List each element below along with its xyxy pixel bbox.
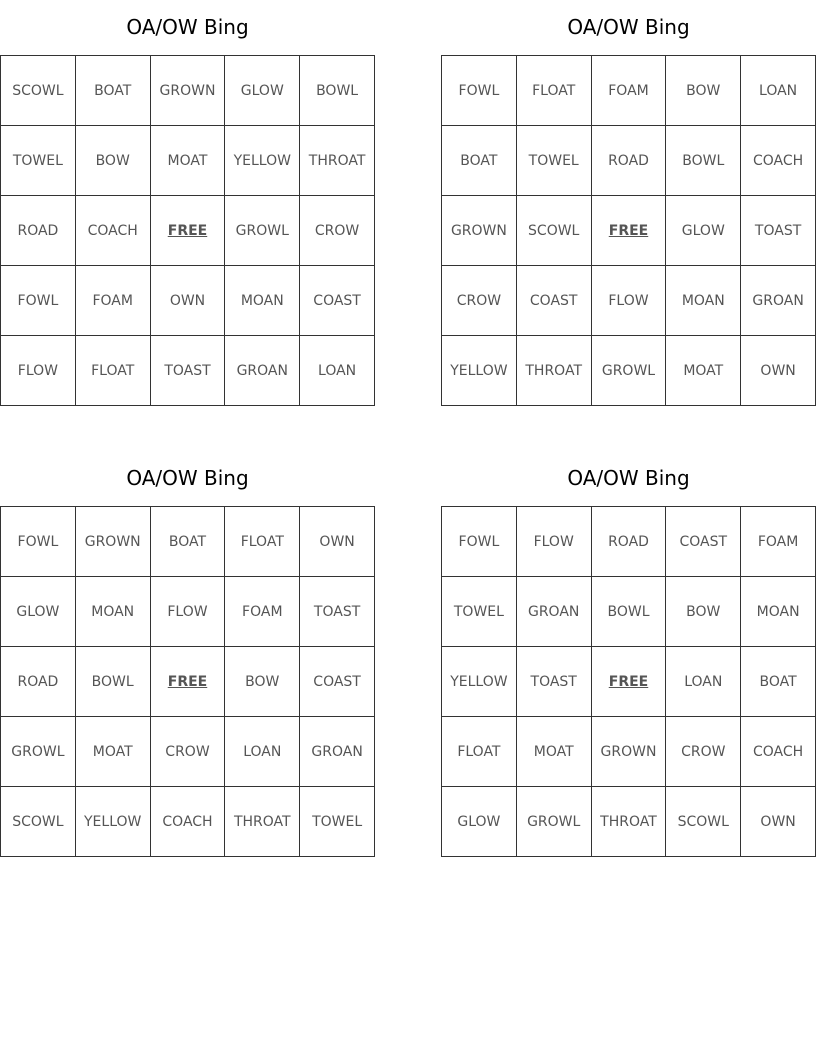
grid-cell: BOAT	[150, 507, 225, 577]
grid-cell: FOAM	[75, 266, 150, 336]
grid-cell: BOAT	[741, 647, 816, 717]
grid-cell: CROW	[150, 717, 225, 787]
grid-cell: SCOWL	[666, 787, 741, 857]
grid-cell: FOWL	[1, 507, 76, 577]
grid-cell: COACH	[741, 126, 816, 196]
grid-cell: OWN	[741, 787, 816, 857]
grid-cell: GLOW	[225, 56, 300, 126]
card-title: OA/OW Bing	[567, 15, 690, 39]
grid-cell: THROAT	[300, 126, 375, 196]
grid-row	[442, 717, 816, 787]
grid-row	[1, 787, 375, 857]
grid-cell: BOW	[666, 56, 741, 126]
grid-cell: MOAT	[666, 336, 741, 406]
grid-cell: GLOW	[442, 787, 517, 857]
grid-cell: LOAN	[300, 336, 375, 406]
grid-row	[1, 126, 375, 196]
grid-cell: LOAN	[666, 647, 741, 717]
grid-cell: GROAN	[300, 717, 375, 787]
grid-cell: ROAD	[1, 196, 76, 266]
grid-row	[1, 56, 375, 126]
grid-cell: THROAT	[225, 787, 300, 857]
grid-cell: GROAN	[741, 266, 816, 336]
grid-cell: YELLOW	[442, 647, 517, 717]
grid-cell: THROAT	[516, 336, 591, 406]
grid-row	[1, 196, 375, 266]
free-space: FREE	[150, 196, 225, 266]
grid-cell: TOAST	[741, 196, 816, 266]
grid-cell: BOWL	[75, 647, 150, 717]
grid-cell: FLOW	[516, 507, 591, 577]
bingo-grid	[0, 55, 375, 406]
grid-cell: FOWL	[442, 507, 517, 577]
bingo-card-3	[0, 451, 375, 857]
grid-cell: OWN	[741, 336, 816, 406]
grid-cell: MOAN	[741, 577, 816, 647]
grid-cell: FLOAT	[516, 56, 591, 126]
grid-cell: MOAN	[225, 266, 300, 336]
grid-cell: CROW	[300, 196, 375, 266]
grid-cell: BOWL	[666, 126, 741, 196]
grid-cell: GROWL	[1, 717, 76, 787]
grid-cell: FOAM	[225, 577, 300, 647]
free-space: FREE	[591, 647, 666, 717]
grid-cell: COAST	[300, 266, 375, 336]
grid-row	[442, 196, 816, 266]
grid-cell: GLOW	[666, 196, 741, 266]
grid-row	[1, 266, 375, 336]
grid-cell: FLOW	[150, 577, 225, 647]
grid-cell: TOWEL	[300, 787, 375, 857]
grid-cell: MOAT	[75, 717, 150, 787]
grid-cell: BOW	[225, 647, 300, 717]
grid-cell: FOWL	[1, 266, 76, 336]
grid-row	[442, 266, 816, 336]
bingo-grid	[441, 55, 816, 406]
grid-cell: FOAM	[591, 56, 666, 126]
grid-cell: FLOAT	[225, 507, 300, 577]
grid-cell: GROWN	[150, 56, 225, 126]
grid-cell: YELLOW	[75, 787, 150, 857]
grid-cell: FLOAT	[442, 717, 517, 787]
grid-cell: MOAN	[75, 577, 150, 647]
grid-cell: TOAST	[300, 577, 375, 647]
bingo-card-2	[441, 0, 816, 406]
grid-cell: CROW	[666, 717, 741, 787]
grid-cell: COACH	[150, 787, 225, 857]
grid-cell: FLOAT	[75, 336, 150, 406]
grid-cell: COACH	[741, 717, 816, 787]
grid-row	[1, 507, 375, 577]
grid-cell: OWN	[300, 507, 375, 577]
bingo-card-4	[441, 451, 816, 857]
grid-cell: SCOWL	[1, 787, 76, 857]
grid-cell: COACH	[75, 196, 150, 266]
free-space: FREE	[150, 647, 225, 717]
grid-cell: BOW	[75, 126, 150, 196]
grid-cell: TOWEL	[1, 126, 76, 196]
grid-cell: BOAT	[442, 126, 517, 196]
grid-cell: ROAD	[591, 507, 666, 577]
grid-row	[1, 577, 375, 647]
grid-cell: GROWL	[591, 336, 666, 406]
grid-cell: TOWEL	[442, 577, 517, 647]
grid-cell: TOWEL	[516, 126, 591, 196]
grid-cell: COAST	[666, 507, 741, 577]
grid-row	[1, 717, 375, 787]
bingo-grid	[441, 506, 816, 857]
grid-cell: GLOW	[1, 577, 76, 647]
grid-row	[1, 647, 375, 717]
grid-cell: COAST	[516, 266, 591, 336]
grid-cell: GROWL	[225, 196, 300, 266]
grid-cell: TOAST	[516, 647, 591, 717]
grid-cell: FOAM	[741, 507, 816, 577]
grid-cell: FLOW	[1, 336, 76, 406]
grid-row	[442, 787, 816, 857]
grid-cell: FOWL	[442, 56, 517, 126]
grid-cell: SCOWL	[1, 56, 76, 126]
grid-cell: CROW	[442, 266, 517, 336]
grid-cell: SCOWL	[516, 196, 591, 266]
grid-cell: GROWL	[516, 787, 591, 857]
grid-cell: GROAN	[516, 577, 591, 647]
grid-cell: GROWN	[442, 196, 517, 266]
grid-row	[442, 126, 816, 196]
grid-cell: YELLOW	[225, 126, 300, 196]
grid-cell: BOWL	[300, 56, 375, 126]
grid-cell: MOAN	[666, 266, 741, 336]
grid-row	[442, 507, 816, 577]
bingo-grid	[0, 506, 375, 857]
bingo-card-1	[0, 0, 375, 406]
card-title: OA/OW Bing	[126, 466, 249, 490]
card-title: OA/OW Bing	[126, 15, 249, 39]
grid-cell: LOAN	[741, 56, 816, 126]
grid-cell: OWN	[150, 266, 225, 336]
grid-cell: MOAT	[516, 717, 591, 787]
grid-cell: GROWN	[591, 717, 666, 787]
grid-cell: BOWL	[591, 577, 666, 647]
grid-cell: THROAT	[591, 787, 666, 857]
grid-row	[442, 577, 816, 647]
grid-row	[442, 56, 816, 126]
grid-cell: TOAST	[150, 336, 225, 406]
grid-cell: ROAD	[1, 647, 76, 717]
grid-cell: ROAD	[591, 126, 666, 196]
grid-cell: BOW	[666, 577, 741, 647]
grid-cell: COAST	[300, 647, 375, 717]
grid-cell: MOAT	[150, 126, 225, 196]
grid-cell: GROAN	[225, 336, 300, 406]
grid-row	[442, 647, 816, 717]
grid-row	[1, 336, 375, 406]
grid-cell: FLOW	[591, 266, 666, 336]
grid-cell: BOAT	[75, 56, 150, 126]
grid-cell: GROWN	[75, 507, 150, 577]
card-title: OA/OW Bing	[567, 466, 690, 490]
free-space: FREE	[591, 196, 666, 266]
grid-cell: LOAN	[225, 717, 300, 787]
grid-row	[442, 336, 816, 406]
grid-cell: YELLOW	[442, 336, 517, 406]
